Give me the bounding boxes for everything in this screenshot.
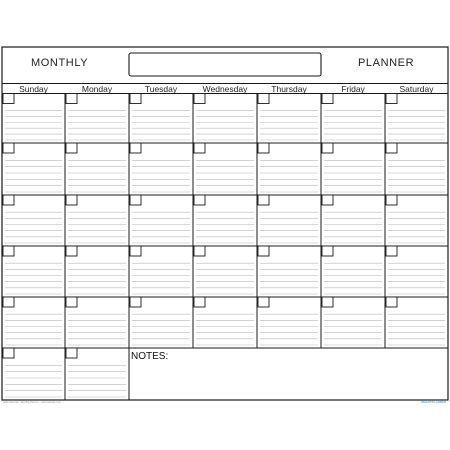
day-cell[interactable] [257,297,321,348]
fine-print: Wall Calendar · Monthly Planner · www.website.com [3,401,61,404]
day-cell[interactable] [321,297,385,348]
date-number-box[interactable] [258,94,269,104]
date-number-box[interactable] [130,94,141,104]
date-number-box[interactable] [3,195,14,205]
planner-title: PLANNER [358,57,415,69]
date-number-box[interactable] [130,297,141,307]
date-number-box[interactable] [386,297,397,307]
date-number-box[interactable] [258,195,269,205]
day-cell[interactable] [193,94,257,144]
date-number-box[interactable] [386,94,397,104]
date-number-box[interactable] [322,94,333,104]
weekday-header-monday: Monday [81,83,113,94]
date-number-box[interactable] [194,195,205,205]
day-cell[interactable] [257,246,321,297]
monthly-planner-sheet [0,46,450,406]
day-cell[interactable] [257,94,321,144]
brand-logo-text: SMARTPLANNER [421,400,447,404]
day-cell[interactable] [65,94,129,144]
planner-grid [0,46,450,406]
day-cell[interactable] [65,195,129,246]
date-number-box[interactable] [130,246,141,256]
date-number-box[interactable] [130,195,141,205]
date-number-box[interactable] [322,195,333,205]
weekday-header-tuesday: Tuesday [144,83,178,94]
day-cell[interactable] [129,246,193,297]
day-cell[interactable] [2,195,65,246]
date-number-box[interactable] [258,246,269,256]
weekday-header-sunday: Sunday [19,83,48,94]
day-cell[interactable] [65,348,129,400]
date-number-box[interactable] [66,195,77,205]
date-number-box[interactable] [66,246,77,256]
date-number-box[interactable] [194,143,205,153]
day-cell[interactable] [129,94,193,144]
date-number-box[interactable] [386,246,397,256]
date-number-box[interactable] [194,246,205,256]
day-cell[interactable] [321,246,385,297]
date-number-box[interactable] [3,348,14,358]
day-cell[interactable] [65,143,129,195]
date-number-box[interactable] [322,297,333,307]
weekday-header-thursday: Thursday [271,83,307,94]
day-cell[interactable] [2,348,65,400]
day-cell[interactable] [193,246,257,297]
day-cell[interactable] [193,195,257,246]
date-number-box[interactable] [258,143,269,153]
date-number-box[interactable] [386,143,397,153]
day-cell[interactable] [2,94,65,144]
date-number-box[interactable] [322,246,333,256]
weekday-header-saturday: Saturday [399,83,434,94]
day-cell[interactable] [321,195,385,246]
month-name-field[interactable] [129,53,321,76]
weekday-header-wednesday: Wednesday [202,83,248,94]
day-cell[interactable] [193,297,257,348]
date-number-box[interactable] [3,297,14,307]
day-cell[interactable] [129,143,193,195]
date-number-box[interactable] [66,143,77,153]
day-cell[interactable] [129,297,193,348]
date-number-box[interactable] [130,143,141,153]
date-number-box[interactable] [258,297,269,307]
day-cell[interactable] [193,143,257,195]
date-number-box[interactable] [3,94,14,104]
day-cell[interactable] [321,143,385,195]
date-number-box[interactable] [3,143,14,153]
date-number-box[interactable] [194,297,205,307]
date-number-box[interactable] [66,94,77,104]
date-number-box[interactable] [66,348,77,358]
day-cell[interactable] [385,94,448,144]
day-cell[interactable] [385,246,448,297]
day-cell[interactable] [2,297,65,348]
date-number-box[interactable] [386,195,397,205]
notes-area[interactable] [129,348,448,400]
day-cell[interactable] [385,195,448,246]
day-cell[interactable] [321,94,385,144]
weekday-header-friday: Friday [341,83,365,94]
date-number-box[interactable] [3,246,14,256]
date-number-box[interactable] [66,297,77,307]
day-cell[interactable] [385,143,448,195]
day-cell[interactable] [2,143,65,195]
day-cell[interactable] [65,297,129,348]
day-cell[interactable] [257,143,321,195]
day-cell[interactable] [129,195,193,246]
day-cell[interactable] [65,246,129,297]
monthly-title: MONTHLY [31,57,89,69]
date-number-box[interactable] [194,94,205,104]
day-cell[interactable] [385,297,448,348]
notes-label: NOTES: [131,351,169,362]
day-cell[interactable] [257,195,321,246]
day-cell[interactable] [2,246,65,297]
date-number-box[interactable] [322,143,333,153]
